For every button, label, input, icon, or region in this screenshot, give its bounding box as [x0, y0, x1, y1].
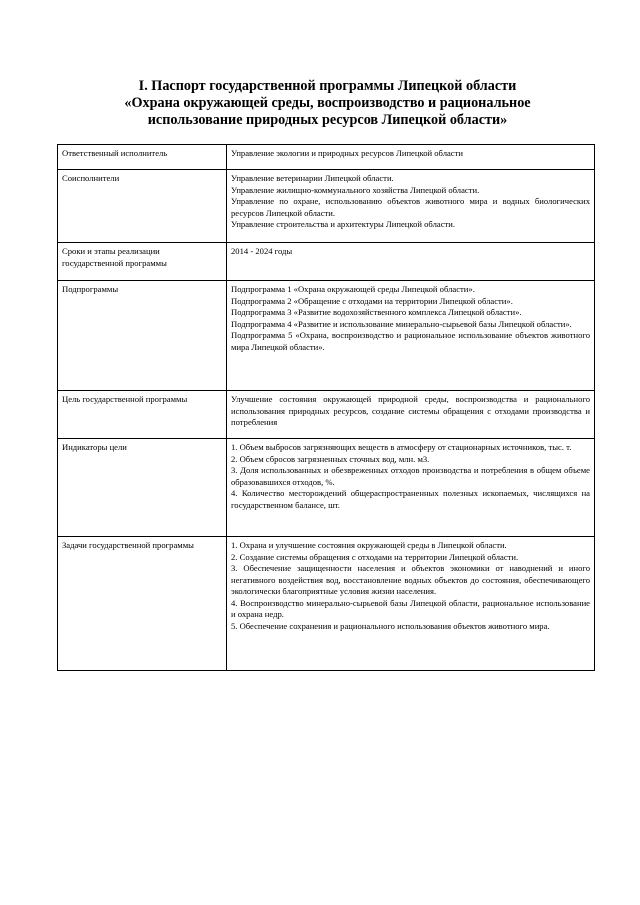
value-line: 3. Доля использованных и обезвреженных отходов производства и потребления в общем объеме образовавшихся отходов, %.: [231, 465, 590, 487]
value-line: Управление ветеринарии Липецкой области.: [231, 173, 394, 183]
value-line: Управление по охране, использованию объектов животного мира и водных биологических ресурсов Липецкой области.: [231, 196, 590, 218]
row-value: [227, 537, 595, 671]
value-line: 1. Охрана и улучшение состояния окружающей среды в Липецкой области.: [231, 540, 507, 550]
value-line: Управление жилищно-коммунального хозяйства Липецкой области.: [231, 184, 480, 195]
row-label: Задачи государственной программы: [58, 537, 227, 671]
row-label: Индикаторы цели: [58, 439, 227, 537]
table-row-indicators: [58, 439, 595, 537]
title-line-2: «Охрана окружающей среды, воспроизводство и рациональное: [124, 95, 531, 111]
row-label: Сроки и этапы реализации государственной программы: [58, 243, 227, 281]
row-label: Соисполнители: [58, 170, 227, 243]
value-line: Подпрограмма 1 «Охрана окружающей среды Липецкой области».: [231, 284, 475, 294]
value-line: 4. Количество месторождений общераспространенных полезных ископаемых, числящихся на государственном балансе, шт.: [231, 488, 590, 510]
row-value: [227, 439, 595, 537]
value-line: Управление экологии и природных ресурсов Липецкой области: [231, 148, 463, 158]
passport-table: [57, 144, 595, 671]
table-row-terms-stages: [58, 243, 595, 281]
value-line: Улучшение состояния окружающей природной среды, воспроизводства и рационального использования природных ресурсов, создание системы обращения с отходами производства и потребления: [231, 394, 590, 427]
table-row-responsible-executor: [58, 145, 595, 170]
value-line: Подпрограмма 2 «Обращение с отходами на территории Липецкой области».: [231, 295, 513, 306]
row-value: [227, 281, 595, 391]
value-line: Управление строительства и архитектуры Липецкой области.: [231, 219, 456, 229]
value-line: Подпрограмма 5 «Охрана, воспроизводство и рациональное использование объектов животного мира Липецкой области».: [231, 330, 590, 352]
row-value: [227, 145, 595, 170]
table-row-subprograms: [58, 281, 595, 391]
value-line: 4. Воспроизводство минерально-сырьевой базы Липецкой области, рациональное использование и охрана недр.: [231, 597, 590, 619]
row-value: [227, 243, 595, 281]
table-row-tasks: [58, 537, 595, 671]
row-value: [227, 391, 595, 439]
value-line: 5. Обеспечение сохранения и рационального использования объектов животного мира.: [231, 620, 550, 631]
value-line: 2014 - 2024 годы: [231, 246, 293, 256]
title-line-3: использование природных ресурсов Липецкой области»: [147, 112, 508, 128]
row-label: Ответственный исполнитель: [58, 145, 227, 170]
row-label: Подпрограммы: [58, 281, 227, 391]
value-line: Подпрограмма 3 «Развитие водохозяйственного комплекса Липецкой области».: [231, 307, 522, 317]
row-label: Цель государственной программы: [58, 391, 227, 439]
table-row-goal: [58, 391, 595, 439]
value-line: 1. Объем выбросов загрязняющих веществ в атмосферу от стационарных источников, тыс. т.: [231, 442, 572, 452]
document-title: [60, 78, 595, 129]
title-line-1: I. Паспорт государственной программы Липецкой области: [138, 78, 517, 94]
value-line: Подпрограмма 4 «Развитие и использование минерально-сырьевой базы Липецкой области».: [231, 318, 572, 329]
value-line: 2. Объем сбросов загрязненных сточных вод, млн. м3.: [231, 453, 430, 464]
table-row-co-executors: [58, 170, 595, 243]
value-line: 2. Создание системы обращения с отходами на территории Липецкой области.: [231, 551, 519, 562]
row-value: [227, 170, 595, 243]
value-line: 3. Обеспечение защищенности населения и объектов экономики от наводнений и иного негативного воздействия вод, восстановление водных объектов до состояния, обеспечивающего экологически благоприятные условия жизни населения.: [231, 563, 590, 596]
